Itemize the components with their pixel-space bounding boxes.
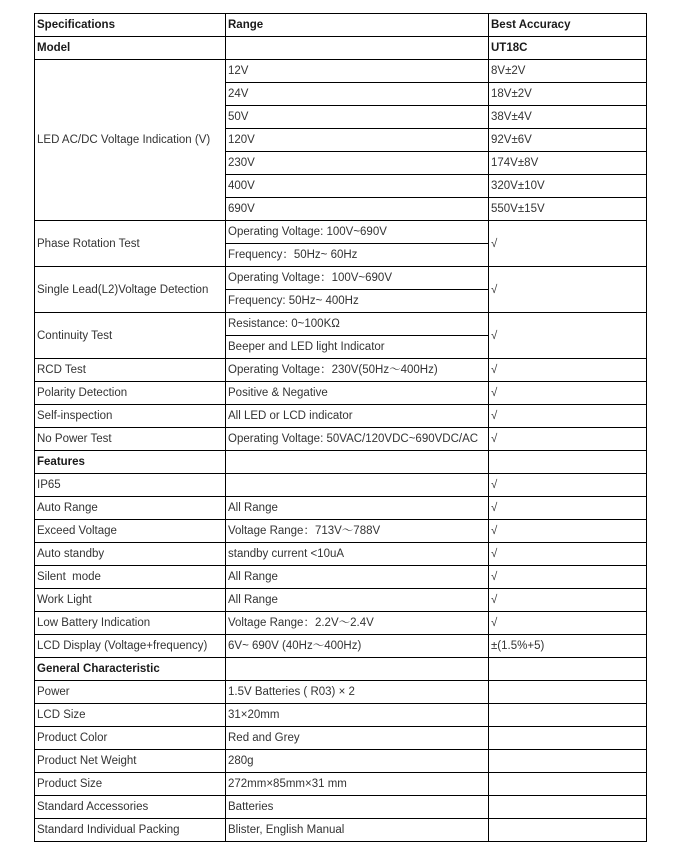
check-mark: √ xyxy=(489,428,647,451)
phase-range-voltage: Operating Voltage: 100V~690V xyxy=(226,221,489,244)
table-row xyxy=(35,382,647,405)
feature-label: Auto standby xyxy=(35,543,226,566)
feature-label: Low Battery Indication xyxy=(35,612,226,635)
led-accuracy-cell: 550V±15V xyxy=(489,198,647,221)
feature-range: All Range xyxy=(226,589,489,612)
feature-label: IP65 xyxy=(35,474,226,497)
general-value: Red and Grey xyxy=(226,727,489,750)
test-label: Self-inspection xyxy=(35,405,226,428)
empty-cell xyxy=(489,451,647,474)
general-heading-row xyxy=(35,658,647,681)
test-range: Operating Voltage：230V(50Hz～400Hz) xyxy=(226,359,489,382)
single-lead-label: Single Lead(L2)Voltage Detection xyxy=(35,267,226,313)
led-accuracy-cell: 18V±2V xyxy=(489,83,647,106)
empty-cell xyxy=(226,451,489,474)
general-value: Blister, English Manual xyxy=(226,819,489,842)
led-range-cell: 50V xyxy=(226,106,489,129)
led-range-cell: 12V xyxy=(226,60,489,83)
empty-cell xyxy=(226,658,489,681)
model-label: Model xyxy=(35,37,226,60)
check-mark: √ xyxy=(489,474,647,497)
empty-cell xyxy=(489,796,647,819)
table-row xyxy=(35,405,647,428)
empty-cell xyxy=(489,750,647,773)
feature-label: Auto Range xyxy=(35,497,226,520)
test-range: All LED or LCD indicator xyxy=(226,405,489,428)
test-range: Operating Voltage: 50VAC/120VDC~690VDC/AC xyxy=(226,428,489,451)
general-label: Power xyxy=(35,681,226,704)
feature-range xyxy=(226,474,489,497)
test-label: No Power Test xyxy=(35,428,226,451)
check-mark: √ xyxy=(489,221,647,267)
table-row xyxy=(35,221,647,244)
check-mark: √ xyxy=(489,589,647,612)
check-mark: √ xyxy=(489,566,647,589)
feature-label: Exceed Voltage xyxy=(35,520,226,543)
led-accuracy-cell: 8V±2V xyxy=(489,60,647,83)
empty-cell xyxy=(489,773,647,796)
feature-range: Voltage Range：2.2V～2.4V xyxy=(226,612,489,635)
led-accuracy-cell: 174V±8V xyxy=(489,152,647,175)
header-best-accuracy: Best Accuracy xyxy=(489,14,647,37)
table-row xyxy=(35,819,647,842)
check-mark: √ xyxy=(489,543,647,566)
empty-cell xyxy=(489,658,647,681)
general-label: Standard Individual Packing xyxy=(35,819,226,842)
feature-label: Silent mode xyxy=(35,566,226,589)
empty-cell xyxy=(489,681,647,704)
table-row xyxy=(35,543,647,566)
led-accuracy-cell: 320V±10V xyxy=(489,175,647,198)
model-range-empty xyxy=(226,37,489,60)
phase-rotation-label: Phase Rotation Test xyxy=(35,221,226,267)
header-range: Range xyxy=(226,14,489,37)
feature-accuracy: ±(1.5%+5) xyxy=(489,635,647,658)
check-mark: √ xyxy=(489,267,647,313)
table-row xyxy=(35,497,647,520)
led-range-cell: 120V xyxy=(226,129,489,152)
table-row xyxy=(35,589,647,612)
check-mark: √ xyxy=(489,382,647,405)
single-range-voltage: Operating Voltage：100V~690V xyxy=(226,267,489,290)
table-row xyxy=(35,727,647,750)
table-row xyxy=(35,474,647,497)
model-row xyxy=(35,37,647,60)
table-row xyxy=(35,267,647,290)
check-mark: √ xyxy=(489,612,647,635)
led-voltage-label: LED AC/DC Voltage Indication (V) xyxy=(35,60,226,221)
check-mark: √ xyxy=(489,405,647,428)
table-row xyxy=(35,704,647,727)
features-heading-row xyxy=(35,451,647,474)
general-label: Product Color xyxy=(35,727,226,750)
model-value: UT18C xyxy=(489,37,647,60)
continuity-beeper: Beeper and LED light Indicator xyxy=(226,336,489,359)
feature-label: LCD Display (Voltage+frequency) xyxy=(35,635,226,658)
table-row xyxy=(35,681,647,704)
general-value: 31×20mm xyxy=(226,704,489,727)
general-value: Batteries xyxy=(226,796,489,819)
table-row xyxy=(35,773,647,796)
continuity-resistance: Resistance: 0~100KΩ xyxy=(226,313,489,336)
table-row xyxy=(35,428,647,451)
feature-range: All Range xyxy=(226,566,489,589)
table-row xyxy=(35,796,647,819)
general-label: LCD Size xyxy=(35,704,226,727)
feature-range: standby current <10uA xyxy=(226,543,489,566)
table-row xyxy=(35,750,647,773)
test-label: Polarity Detection xyxy=(35,382,226,405)
led-range-cell: 400V xyxy=(226,175,489,198)
general-heading: General Characteristic xyxy=(35,658,226,681)
test-label: RCD Test xyxy=(35,359,226,382)
features-heading: Features xyxy=(35,451,226,474)
check-mark: √ xyxy=(489,359,647,382)
general-value: 1.5V Batteries ( R03) × 2 xyxy=(226,681,489,704)
general-label: Product Size xyxy=(35,773,226,796)
led-accuracy-cell: 92V±6V xyxy=(489,129,647,152)
table-row xyxy=(35,566,647,589)
phase-range-frequency: Frequency：50Hz~ 60Hz xyxy=(226,244,489,267)
empty-cell xyxy=(489,819,647,842)
table-row xyxy=(35,635,647,658)
table-row xyxy=(35,520,647,543)
header-specifications: Specifications xyxy=(35,14,226,37)
test-range: Positive & Negative xyxy=(226,382,489,405)
table-row xyxy=(35,359,647,382)
general-label: Product Net Weight xyxy=(35,750,226,773)
check-mark: √ xyxy=(489,520,647,543)
continuity-label: Continuity Test xyxy=(35,313,226,359)
specifications-table xyxy=(34,13,647,842)
empty-cell xyxy=(489,727,647,750)
general-value: 280g xyxy=(226,750,489,773)
feature-range: Voltage Range：713V～788V xyxy=(226,520,489,543)
header-row xyxy=(35,14,647,37)
check-mark: √ xyxy=(489,313,647,359)
general-label: Standard Accessories xyxy=(35,796,226,819)
general-value: 272mm×85mm×31 mm xyxy=(226,773,489,796)
feature-range: All Range xyxy=(226,497,489,520)
table-row xyxy=(35,612,647,635)
led-range-cell: 230V xyxy=(226,152,489,175)
led-range-cell: 690V xyxy=(226,198,489,221)
led-accuracy-cell: 38V±4V xyxy=(489,106,647,129)
feature-label: Work Light xyxy=(35,589,226,612)
check-mark: √ xyxy=(489,497,647,520)
led-range-cell: 24V xyxy=(226,83,489,106)
table-row xyxy=(35,313,647,336)
single-range-frequency: Frequency: 50Hz~ 400Hz xyxy=(226,290,489,313)
empty-cell xyxy=(489,704,647,727)
table-row xyxy=(35,60,647,83)
feature-range: 6V~ 690V (40Hz～400Hz) xyxy=(226,635,489,658)
